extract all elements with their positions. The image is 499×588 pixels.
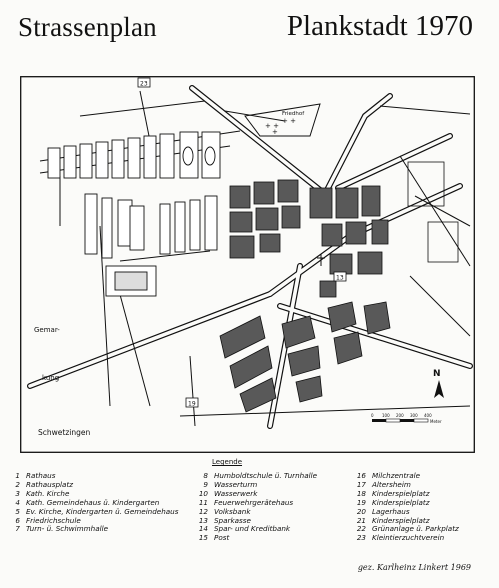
- legend-column-3: [350, 472, 459, 543]
- gemarkung-label-1: Gemar-: [34, 326, 60, 334]
- legend-item: 14 Spar- und Kreditbank: [198, 524, 291, 534]
- legend-item: 3 Kath. Kirche: [15, 488, 70, 498]
- legend-item: 17 Altersheim: [356, 479, 411, 489]
- scale-tick: 400: [424, 413, 432, 418]
- legend-item: 6 Friedrichschule: [15, 515, 81, 525]
- legend-item: 23 Kleintierzuchtverein: [356, 533, 445, 543]
- map-title: Strassenplan: [18, 12, 157, 42]
- residential-blocks-nw: [48, 132, 220, 178]
- legend-item: 16 Milchzentrale: [356, 471, 421, 480]
- legend-item: 21 Kinderspielplatz: [356, 515, 430, 525]
- residential-blocks-w: [85, 194, 217, 296]
- scale-tick: 0: [371, 413, 374, 418]
- legend-column-1: [4, 472, 178, 534]
- svg-text:+ +: + +: [265, 122, 279, 130]
- legend-item: 12 Volksbank: [198, 506, 251, 516]
- scale-bar: [371, 413, 442, 424]
- legend-item: 22 Grünanlage ü. Parkplatz: [356, 524, 459, 534]
- schwetzingen-label: Schwetzingen: [38, 428, 91, 437]
- legend-item: 9 Wasserturm: [203, 479, 258, 489]
- legend-item: 15 Post: [198, 533, 230, 543]
- legend-item: 18 Kinderspielplatz: [356, 488, 430, 498]
- cemetery-label: Friedhof: [282, 111, 305, 117]
- svg-text:+ +: + +: [282, 117, 296, 125]
- legend-item: 13 Sparkasse: [198, 515, 251, 525]
- scale-unit: Meter: [430, 419, 442, 424]
- map-marker-13: [334, 272, 346, 282]
- legend-item: 2 Rathausplatz: [15, 479, 74, 489]
- author-signature: gez. Karlheinz Linkert 1969: [357, 563, 471, 572]
- legend-item: 4 Kath. Gemeindehaus ü. Kindergarten: [15, 497, 160, 507]
- street-map: [20, 76, 475, 453]
- cemetery: [245, 104, 320, 136]
- legend-title: Legende: [212, 458, 243, 466]
- svg-text:+: +: [272, 128, 278, 136]
- legend-item: 19 Kinderspielplatz: [356, 497, 430, 507]
- legend-item: 1 Rathaus: [15, 471, 56, 480]
- svg-text:N: N: [433, 369, 441, 379]
- map-marker-19: [186, 398, 198, 408]
- legend-item: 5 Ev. Kirche, Kindergarten ü. Gemeindehaus: [15, 506, 179, 516]
- gemarkung-label-2: kung: [42, 374, 60, 382]
- legend-item: 8 Humboldtschule ü. Turnhalle: [203, 471, 318, 480]
- north-arrow-icon: [433, 369, 444, 398]
- svg-text:19: 19: [188, 400, 196, 408]
- map-marker-23: [138, 78, 150, 88]
- legend-column-2: [192, 472, 317, 543]
- scale-tick: 100: [382, 413, 390, 418]
- scale-tick: 300: [410, 413, 418, 418]
- map-place-year: Plankstadt 1970: [286, 10, 473, 42]
- residential-blocks-s: [220, 302, 390, 412]
- legend-item: 10 Wasserwerk: [198, 488, 258, 498]
- town-centre-blocks: [230, 180, 388, 297]
- legend-item: 11 Feuerwehrgerätehaus: [198, 497, 294, 507]
- legend-item: 20 Lagerhaus: [356, 506, 410, 516]
- scale-tick: 200: [396, 413, 404, 418]
- svg-text:23: 23: [140, 80, 148, 88]
- svg-text:13: 13: [336, 274, 344, 282]
- legend-item: 7 Turn- ü. Schwimmhalle: [15, 524, 109, 534]
